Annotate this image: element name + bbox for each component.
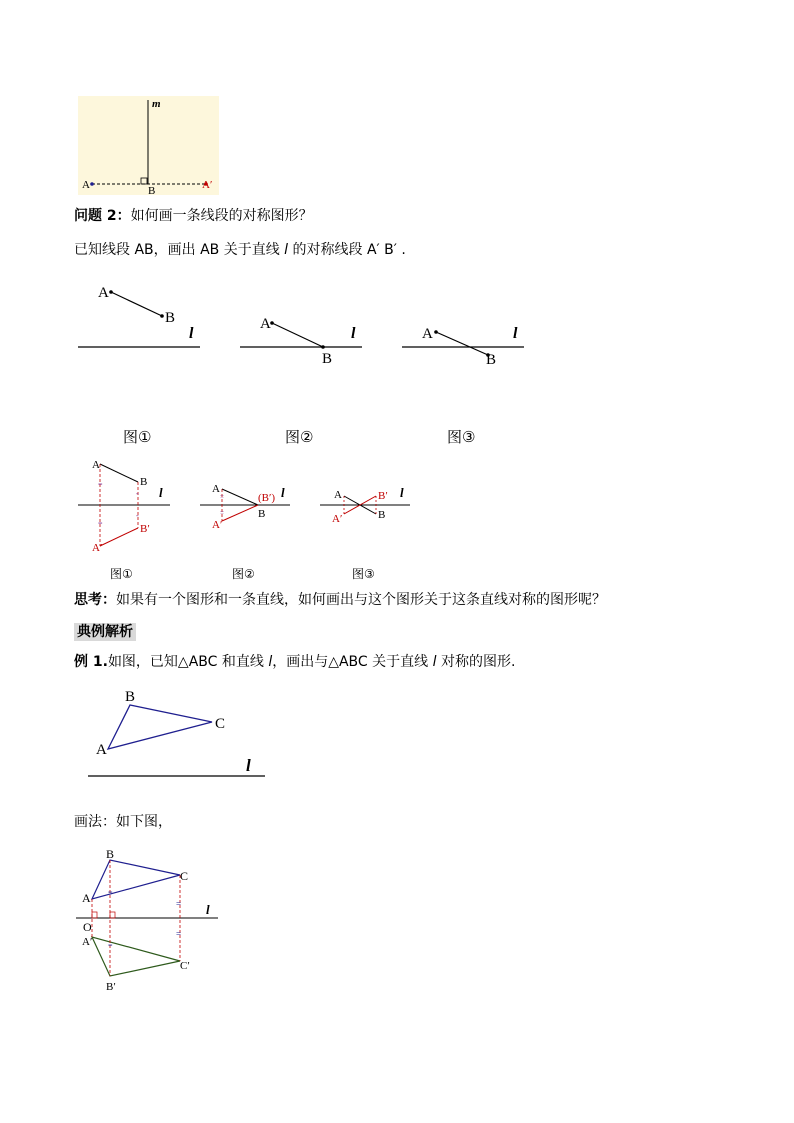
right-angle-mark — [141, 178, 147, 184]
row2-caption-2: 图② — [232, 567, 255, 581]
row2-caption-1: 图① — [110, 567, 133, 581]
figure-1 — [78, 285, 200, 347]
c2-label-b: B — [258, 508, 266, 520]
m-label-a-prime: A′ — [82, 936, 93, 948]
construction-3 — [320, 485, 410, 525]
given-line — [74, 240, 406, 260]
triangle-abc-original — [92, 860, 180, 899]
c3-label-b: B — [378, 509, 386, 521]
svg-text:=: = — [220, 493, 224, 501]
label-b: B — [148, 185, 156, 195]
svg-text:=: = — [108, 888, 113, 897]
c1-label-a: A — [92, 459, 100, 471]
example-figure — [80, 685, 270, 780]
m-label-c: C — [180, 869, 189, 883]
fig3-label-a: A — [422, 326, 433, 342]
m-label-o: O — [83, 920, 92, 934]
c2-label-b-prime-paren: (B′) — [258, 492, 276, 504]
think-text: 如果有一个图形和一条直线，如何画出与这个图形关于这条直线对称的图形呢？ — [116, 592, 606, 608]
svg-text:=: = — [220, 509, 224, 517]
fig2-label-b: B — [322, 351, 333, 367]
think-line — [74, 590, 606, 610]
construction-1 — [78, 459, 170, 554]
ex-label-b: B — [125, 689, 136, 705]
example1-middle: ，画出与△ABC 关于直线 — [272, 654, 433, 670]
section-badge — [74, 622, 136, 642]
m-label-l: l — [206, 902, 210, 917]
label-m: m — [152, 98, 161, 110]
c1-label-b: B — [140, 476, 148, 488]
svg-text:=: = — [98, 480, 103, 489]
svg-text:=: = — [176, 929, 182, 939]
given-suffix: 的对称线段 A′ B′ . — [288, 242, 406, 258]
svg-text:=: = — [98, 519, 103, 528]
c2-label-l: l — [281, 485, 285, 500]
c3-label-a-prime: A′ — [332, 513, 343, 525]
figure-3 — [402, 325, 524, 368]
think-title: 思考： — [74, 592, 116, 608]
svg-text:=: = — [108, 941, 113, 950]
example1-line-name-2: l — [432, 654, 437, 670]
construction-2 — [200, 483, 290, 531]
c3-label-l: l — [400, 485, 404, 500]
svg-text:-: - — [136, 489, 139, 498]
fig1-label-b: B — [165, 310, 176, 326]
ex-label-c: C — [215, 716, 226, 732]
given-line-name: l — [284, 242, 289, 258]
figure-2 — [240, 316, 362, 367]
label-a: A — [82, 179, 90, 191]
m-label-a: A — [82, 891, 91, 905]
c1-label-b-prime: B′ — [140, 523, 150, 535]
triangle-abc-reflected — [92, 937, 180, 976]
ex-label-a: A — [96, 742, 107, 758]
section-badge-label: 典例解析 — [74, 623, 136, 641]
example1-title: 例 1. — [74, 654, 108, 670]
row1-caption-1: 图① — [123, 428, 152, 446]
top-figure — [78, 96, 219, 195]
fig3-label-b: B — [486, 352, 497, 368]
c1-label-l: l — [159, 485, 163, 500]
method-figure — [72, 845, 232, 995]
question2-line — [74, 206, 313, 226]
c2-label-a-prime: A′ — [212, 519, 223, 531]
point-a — [90, 182, 94, 186]
row2-caption-3: 图③ — [352, 567, 375, 581]
given-prefix: 已知线段 AB，画出 AB 关于直线 — [74, 242, 285, 258]
m-label-b: B — [106, 847, 115, 861]
fig1-label-a: A — [98, 285, 109, 301]
example1-line — [74, 652, 515, 672]
fig2-label-l: l — [351, 325, 356, 342]
svg-text:=: = — [176, 899, 182, 909]
fig2-label-a: A — [260, 316, 271, 332]
triangle-abc — [108, 705, 212, 749]
figures-row1 — [70, 275, 540, 375]
row1-caption-3: 图③ — [447, 428, 476, 446]
top-figure-svg — [78, 96, 219, 195]
figures-row2 — [70, 452, 420, 557]
c2-label-a: A — [212, 483, 220, 495]
c3-label-b-prime: B′ — [378, 490, 388, 502]
ex-label-l: l — [246, 756, 251, 775]
row1-caption-2: 图② — [285, 428, 314, 446]
fig1-label-l: l — [189, 325, 194, 342]
fig3-label-l: l — [513, 325, 518, 342]
c3-label-a: A — [334, 489, 342, 501]
question2-title: 问题 2： — [74, 208, 131, 224]
c1-label-a-prime: A′ — [92, 542, 103, 554]
example1-line-name-1: l — [268, 654, 273, 670]
method-line: 画法：如下图， — [74, 814, 172, 830]
example1-suffix: 对称的图形. — [436, 654, 516, 670]
m-label-b-prime: B′ — [106, 981, 116, 993]
question2-text: 如何画一条线段的对称图形？ — [130, 208, 313, 224]
label-a-prime: A′ — [202, 179, 213, 191]
svg-text:-: - — [136, 511, 139, 520]
example1-prefix: 如图，已知△ABC 和直线 — [107, 654, 269, 670]
m-label-c-prime: C′ — [180, 960, 190, 972]
